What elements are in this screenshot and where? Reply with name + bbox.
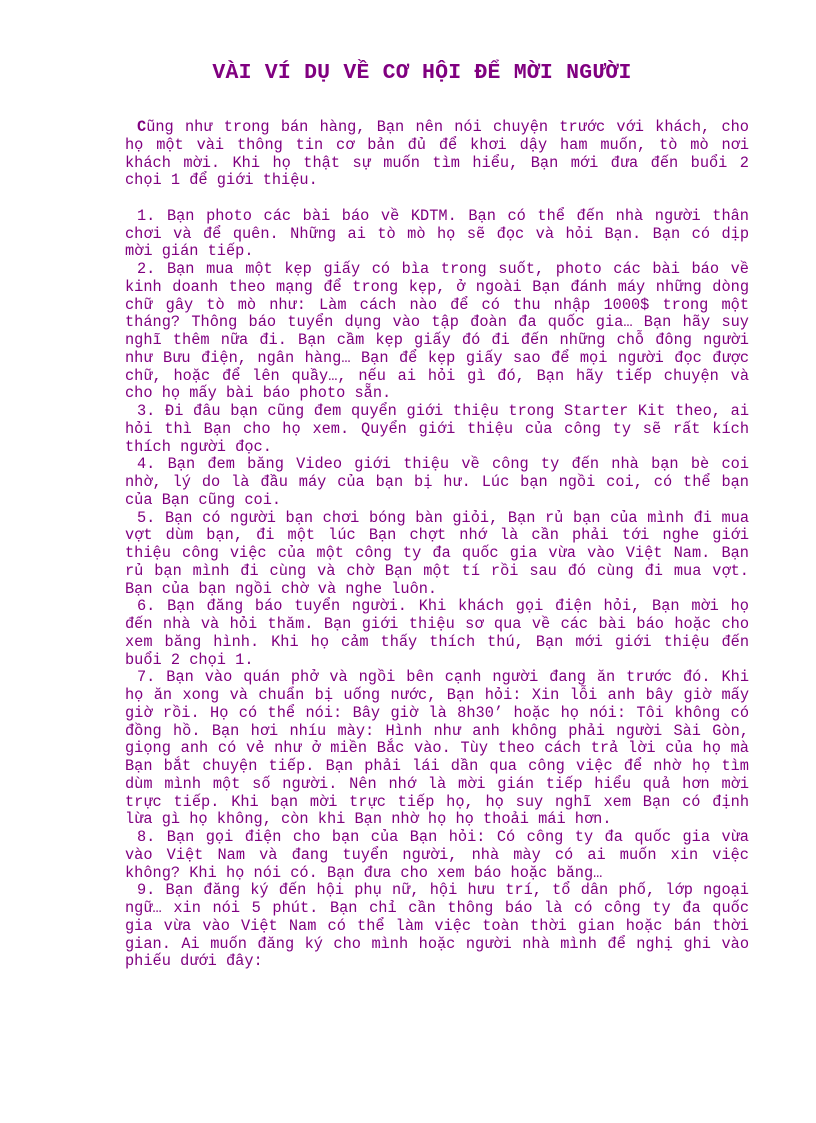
list-item: 1. Bạn photo các bài báo về KDTM. Bạn có thể đến nhà người thân chơi và để quên. Những ai tò mò họ sẽ đọc và hỏi Bạn. Bạn có dịp mời gián tiếp.	[125, 206, 749, 261]
intro-first-letter: C	[137, 118, 147, 136]
list-item: 7. Bạn vào quán phở và ngồi bên cạnh người đang ăn trước đó. Khi họ ăn xong và chuẩn bị uống nước, Bạn hỏi: Xin lỗi anh bây giờ mấy giờ rồi. Họ có thể nói: Bây giờ là 8h30’ hoặc họ nói: Tôi không có đồng hồ. Bạn hơi nhíu mày: Hình như anh không phải người Sài Gòn, giọng anh có vẻ như ở miền Bắc vào. Tùy theo cách trả lời của họ mà Bạn bắt chuyện tiếp. Bạn phải lái dần qua công việc để nhờ họ tìm dùm mình một số người. Nên nhớ là mời gián tiếp hiểu quả hơn mời trực tiếp. Khi bạn mời trực tiếp họ, họ suy nghĩ xem Bạn có định lừa gì họ không, còn khi Bạn nhờ họ họ thoải mái hơn.	[125, 668, 749, 829]
intro-paragraph	[125, 119, 749, 190]
list-item: 9. Bạn đăng ký đến hội phụ nữ, hội hưu trí, tổ dân phố, lớp ngoại ngữ… xin nói 5 phút. Bạn chỉ cần thông báo là có công ty đa quốc gia vừa vào Việt Nam có thể làm việc toàn thời gian hoặc bán thời gian. Ai muốn đăng ký cho mình hoặc người nhà mình để nghị ghi vào phiếu dưới đây:	[125, 881, 749, 971]
list-item: 2. Bạn mua một kẹp giấy có bìa trong suốt, photo các bài báo về kinh doanh theo mạng để trong kẹp, ở ngoài Bạn đánh máy những dòng chữ gây tò mò như: Làm cách nào để có thu nhập 1000$ trong một tháng? Thông báo tuyển dụng vào tập đoàn đa quốc gia… Bạn hãy suy nghĩ thêm nữa đi. Bạn cầm kẹp giấy đó đi đến những chỗ đông người như Bưu điện, ngân hàng… Bạn để kẹp giấy sao để mọi người đọc được chữ, hoặc để lên quầy…, nếu ai hỏi gì đó, Bạn hãy tiếp chuyện và cho họ mấy bài báo photo sẵn.	[125, 260, 749, 403]
document-body	[125, 119, 749, 971]
document-title: VÀI VÍ DỤ VỀ CƠ HỘI ĐỂ MỜI NGƯỜI	[212, 61, 632, 85]
intro-text: ũng như trong bán hàng, Bạn nên nói chuyện trước với khách, cho họ một vài thông tin cơ bản đủ để khơi dậy ham muốn, tò mò nơi khách mời. Khi họ thật sự muốn tìm hiểu, Bạn mới đưa đến buổi 2 chọi 1 để giới thiệu.	[125, 118, 749, 190]
list-item: 3. Đi đâu bạn cũng đem quyển giới thiệu trong Starter Kit theo, ai hỏi thì Bạn cho họ xem. Quyển giới thiệu của công ty sẽ rất kích thích người đọc.	[125, 402, 749, 456]
list-item: 8. Bạn gọi điện cho bạn của Bạn hỏi: Có công ty đa quốc gia vừa vào Việt Nam và đang tuyển người, nhà mày có ai muốn xin việc không? Khi họ nói có. Bạn đưa cho xem báo hoặc băng…	[125, 828, 749, 882]
list-item: 4. Bạn đem băng Video giới thiệu về công ty đến nhà bạn bè coi nhờ, lý do là đầu máy của bạn bị hư. Lúc bạn ngồi coi, có thể bạn của Bạn cũng coi.	[125, 455, 749, 509]
list-item: 6. Bạn đăng báo tuyển người. Khi khách gọi điện hỏi, Bạn mời họ đến nhà và hỏi thăm. Bạn giới thiệu sơ qua về các bài báo hoặc cho xem băng hình. Khi họ cảm thấy thích thú, Bạn mới giới thiệu đến buổi 2 chọi 1.	[125, 597, 749, 669]
list-item: 5. Bạn có người bạn chơi bóng bàn giỏi, Bạn rủ bạn của mình đi mua vợt dùm bạn, đi một lúc Bạn chợt nhớ là cần phải tới nghe giới thiệu công việc của một công ty đa quốc gia vừa vào Việt Nam. Bạn rủ bạn mình đi cùng và chờ Bạn một tí rồi sau đó cùng đi mua vợt. Bạn của bạn ngồi chờ và nghe luôn.	[125, 508, 749, 598]
